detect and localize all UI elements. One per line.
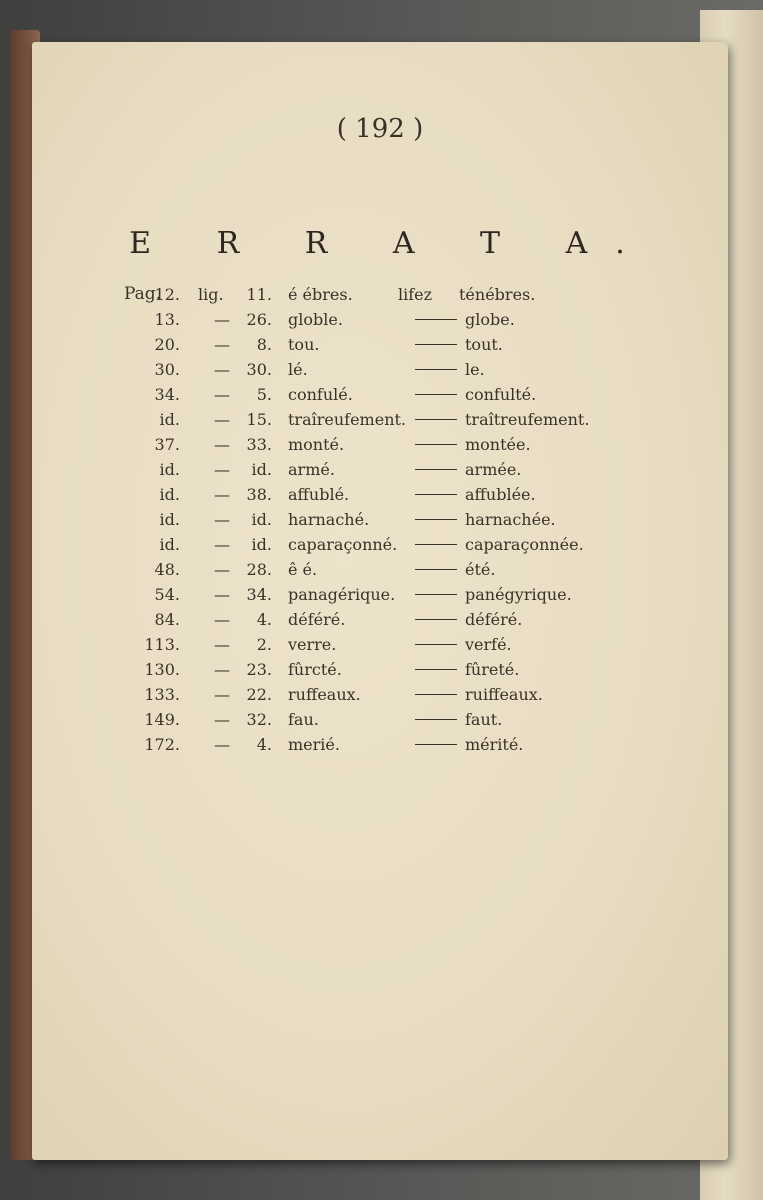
errata-line-number: 32. — [246, 710, 272, 729]
errata-page-number: 34. — [154, 385, 180, 404]
errata-line-number: 4. — [256, 610, 272, 629]
errata-page-number: 20. — [154, 335, 180, 354]
errata-row — [32, 607, 728, 632]
errata-correction-text: affublée. — [465, 485, 536, 504]
ditto-dash: — — [214, 535, 230, 554]
errata-correction-text: tout. — [465, 335, 503, 354]
lisez-label: lifez — [398, 285, 433, 304]
ditto-dash: — — [214, 710, 230, 729]
errata-wrong-text: verre. — [288, 635, 337, 654]
errata-page-number: 133. — [144, 685, 180, 704]
errata-row — [32, 282, 728, 307]
errata-wrong-text: é ébres. — [288, 285, 353, 304]
errata-correction-text: le. — [465, 360, 485, 379]
errata-page-number: 130. — [144, 660, 180, 679]
errata-line-number: id. — [251, 460, 272, 479]
ditto-dash: — — [214, 560, 230, 579]
errata-correction-text: harnachée. — [465, 510, 556, 529]
errata-correction-text: ténébres. — [459, 285, 536, 304]
errata-wrong-text: panagérique. — [288, 585, 396, 604]
errata-row — [32, 457, 728, 482]
ditto-dash: — — [214, 485, 230, 504]
errata-row — [32, 657, 728, 682]
errata-page-number: 37. — [154, 435, 180, 454]
errata-row — [32, 382, 728, 407]
errata-line-number: 15. — [246, 410, 272, 429]
errata-wrong-text: caparaçonné. — [288, 535, 398, 554]
errata-correction-text: ruiffeaux. — [465, 685, 543, 704]
errata-row — [32, 307, 728, 332]
errata-page-number: id. — [159, 410, 180, 429]
errata-wrong-text: merié. — [288, 735, 340, 754]
errata-wrong-text: déféré. — [288, 610, 346, 629]
errata-wrong-text: confulé. — [288, 385, 353, 404]
errata-row — [32, 482, 728, 507]
errata-correction-text: montée. — [465, 435, 531, 454]
errata-row — [32, 407, 728, 432]
errata-correction-text: traîtreufement. — [465, 410, 590, 429]
pag-label: Pag. — [124, 284, 162, 304]
errata-line-number: 33. — [246, 435, 272, 454]
errata-row — [32, 507, 728, 532]
errata-page-number: 172. — [144, 735, 180, 754]
ditto-dash: — — [214, 635, 230, 654]
errata-wrong-text: affublé. — [288, 485, 350, 504]
ditto-dash: — — [214, 435, 230, 454]
errata-page-number: 149. — [144, 710, 180, 729]
errata-wrong-text: ruffeaux. — [288, 685, 361, 704]
errata-row — [32, 332, 728, 357]
errata-wrong-text: lé. — [288, 360, 308, 379]
errata-page-number: 30. — [154, 360, 180, 379]
errata-line-number: 26. — [246, 310, 272, 329]
errata-row — [32, 432, 728, 457]
ditto-dash: — — [214, 335, 230, 354]
errata-correction-text: armée. — [465, 460, 522, 479]
errata-row — [32, 532, 728, 557]
errata-wrong-text: armé. — [288, 460, 335, 479]
errata-wrong-text: fûrcté. — [288, 660, 342, 679]
errata-line-number: 28. — [246, 560, 272, 579]
errata-page-number: id. — [159, 535, 180, 554]
errata-row — [32, 707, 728, 732]
errata-page-number: 54. — [154, 585, 180, 604]
errata-page-number: id. — [159, 485, 180, 504]
errata-wrong-text: monté. — [288, 435, 345, 454]
lig-label: lig. — [198, 285, 224, 304]
errata-wrong-text: tou. — [288, 335, 320, 354]
errata-correction-text: confulté. — [465, 385, 537, 404]
errata-row — [32, 582, 728, 607]
errata-row — [32, 682, 728, 707]
errata-table — [32, 282, 728, 822]
errata-row — [32, 557, 728, 582]
ditto-dash: — — [214, 610, 230, 629]
errata-page-number: id. — [159, 460, 180, 479]
errata-wrong-text: traîreufement. — [288, 410, 407, 429]
ditto-dash: — — [214, 660, 230, 679]
ditto-dash: — — [214, 310, 230, 329]
errata-wrong-text: fau. — [288, 710, 319, 729]
errata-line-number: 38. — [246, 485, 272, 504]
errata-line-number: id. — [251, 510, 272, 529]
errata-page-number: 113. — [144, 635, 180, 654]
errata-row — [32, 632, 728, 657]
errata-page-number: id. — [159, 510, 180, 529]
errata-heading: E R R A T A. — [129, 226, 653, 261]
ditto-dash: — — [214, 385, 230, 404]
ditto-dash: — — [214, 585, 230, 604]
errata-line-number: 5. — [256, 385, 272, 404]
errata-correction-text: verfé. — [465, 635, 512, 654]
errata-correction-text: été. — [465, 560, 496, 579]
errata-row — [32, 357, 728, 382]
errata-line-number: 11. — [246, 285, 272, 304]
errata-page-number: 84. — [154, 610, 180, 629]
ditto-dash: — — [214, 410, 230, 429]
book-page — [32, 42, 728, 1160]
errata-wrong-text: harnaché. — [288, 510, 370, 529]
errata-line-number: 30. — [246, 360, 272, 379]
errata-correction-text: mérité. — [465, 735, 524, 754]
ditto-dash: — — [214, 685, 230, 704]
errata-wrong-text: globle. — [288, 310, 343, 329]
errata-row — [32, 732, 728, 757]
errata-line-number: 34. — [246, 585, 272, 604]
errata-wrong-text: ê é. — [288, 560, 318, 579]
errata-correction-text: fûreté. — [465, 660, 520, 679]
errata-line-number: 2. — [256, 635, 272, 654]
errata-line-number: 4. — [256, 735, 272, 754]
ditto-dash: — — [214, 735, 230, 754]
ditto-dash: — — [214, 460, 230, 479]
errata-correction-text: panégyrique. — [465, 585, 572, 604]
errata-correction-text: globe. — [465, 310, 515, 329]
errata-line-number: 23. — [246, 660, 272, 679]
ditto-dash: — — [214, 510, 230, 529]
errata-correction-text: déféré. — [465, 610, 523, 629]
errata-page-number: 48. — [154, 560, 180, 579]
errata-page-number: 12. — [154, 285, 180, 304]
ditto-dash: — — [214, 360, 230, 379]
errata-line-number: 8. — [256, 335, 272, 354]
page-number-header: ( 192 ) — [336, 114, 424, 144]
errata-correction-text: caparaçonnée. — [465, 535, 584, 554]
errata-page-number: 13. — [154, 310, 180, 329]
errata-correction-text: faut. — [465, 710, 503, 729]
errata-line-number: 22. — [246, 685, 272, 704]
errata-line-number: id. — [251, 535, 272, 554]
